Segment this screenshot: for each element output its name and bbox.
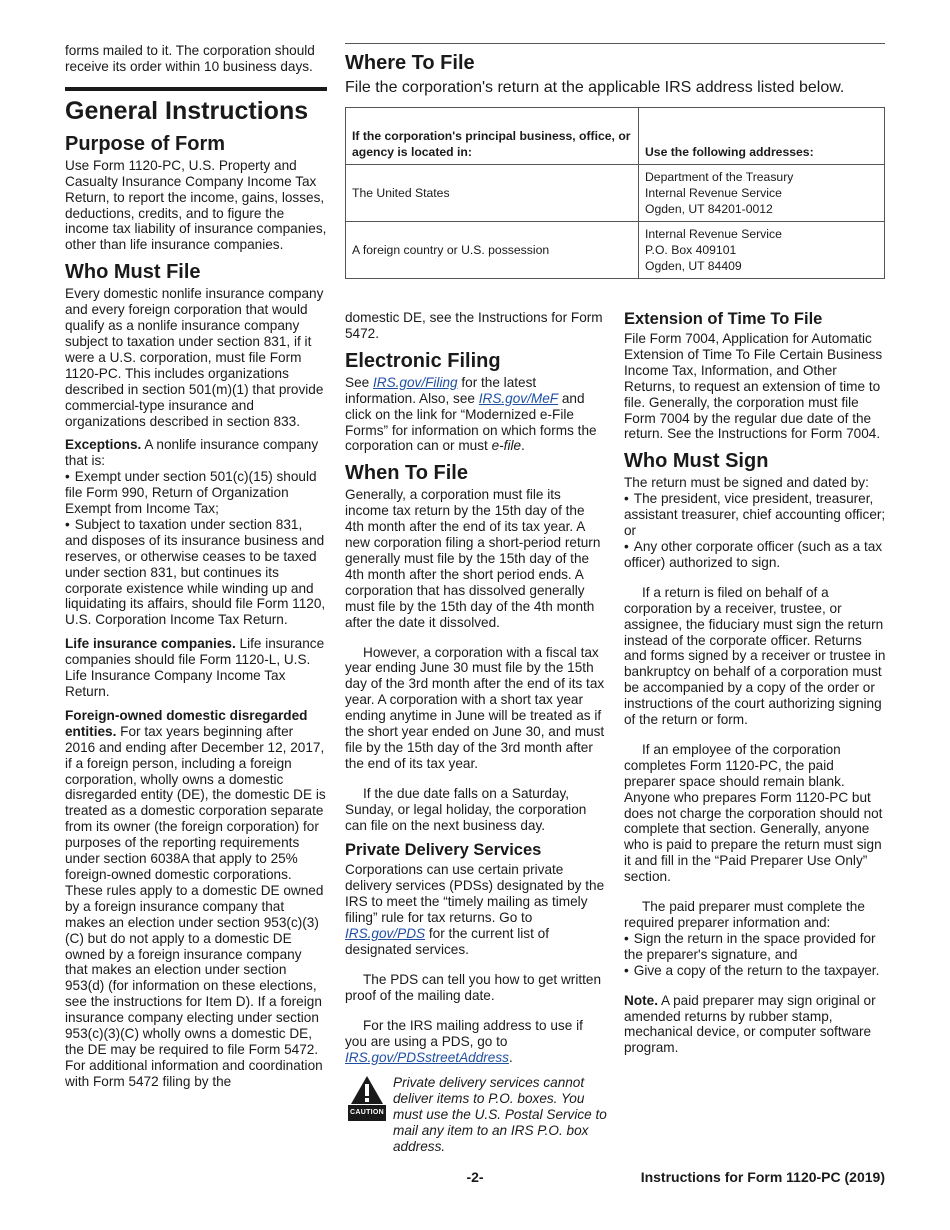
purpose-text: Use Form 1120-PC, U.S. Property and Casualty Insurance Company Income Tax Return, to report the income, gains, losses, deductions, credits, and to figure the income tax liability of insurance companies, other than life insurance companies. [65, 157, 327, 253]
foreign-lead: Foreign-owned domestic disregarded entities. [65, 707, 308, 739]
right-column [624, 310, 886, 1064]
where-to-file-intro: File the corporation's return at the applicable IRS address listed below. [345, 79, 845, 96]
caution-label: CAUTION [348, 1105, 386, 1121]
pds-p3b: . [508, 1049, 513, 1065]
where-to-file-heading: Where To File [345, 52, 475, 74]
address-cell [639, 165, 885, 222]
foreign-text: For tax years beginning after 2016 and ending after December 12, 2017, if a foreign person, including a foreign corporation, wholly owns a domestic disregarded entity (DE), the domestic DE is treated as a domestic corporation separate from its owner (the foreign corporation) for purposes of the reporting requirements under section 6038A that apply to 25% foreign-owned domestic corporations. These rules apply to a domestic DE owned by a foreign insurance company that makes an election under section 953(c)(3)(C) but do not apply to a domestic DE owned by a foreign insurance company that makes an election under section 953(d) (for information on these elections, see the instructions for Item D). If a foreign insurance company electing under section 953(c)(3)(C) wholly owns a domestic DE, the DE may be required to file Form 5472. For additional information and coordination with Form 5472 filing by the [65, 723, 326, 1089]
table-row [346, 222, 885, 279]
pds-p3a: For the IRS mailing address to use if you are using a PDS, go to [345, 1017, 583, 1049]
when-to-file-p2: However, a corporation with a fiscal tax year ending June 30 must file by the 15th day of the 3rd month after the end of its tax year. A corporation with a short tax year ending anytime in June will be treated as if the short year ended on June 30, and must file by the 15th day of the 3rd month after the end of its tax year. [345, 644, 605, 771]
footer-title: Instructions for Form 1120-PC (2019) [640, 1169, 885, 1185]
who-must-file-heading: Who Must File [65, 261, 201, 284]
irs-mef-link[interactable]: IRS.gov/MeF [478, 390, 559, 406]
note-paragraph [624, 993, 886, 1057]
pds-p2: The PDS can tell you how to get written proof of the mailing date. [345, 971, 602, 1003]
purpose-heading: Purpose of Form [65, 132, 226, 155]
location-cell: The United States [346, 165, 639, 222]
middle-column [345, 310, 607, 1155]
caution-icon [345, 1075, 389, 1155]
who-must-sign-intro: The return must be signed and dated by: [624, 475, 869, 491]
exceptions-paragraph [65, 437, 327, 469]
when-to-file-p3: If the due date falls on a Saturday, Sunday, or legal holiday, the corporation can file on the next business day. [345, 785, 587, 833]
sign-bullet-1: • The president, vice president, treasurer, assistant treasurer, chief accounting officer; or [624, 491, 886, 539]
electronic-filing-heading: Electronic Filing [345, 349, 501, 372]
when-to-file-p1: Generally, a corporation must file its income tax return by the 15th day of the 4th month after the end of its tax year. A new corporation filing a short-period return generally must file by the 15th day of the 4th month after the short period ends. A corporation that has dissolved generally must file by the 15th day of the 4th month after the date it dissolved. [345, 487, 601, 630]
electronic-filing-text [345, 375, 607, 455]
pds-p1a: Corporations can use certain private delivery services (PDSs) designated by the IRS to meet the “timely mailing as timely filing” rule for tax returns. Go to [345, 862, 605, 926]
exception-bullet-2: • Subject to taxation under section 831, and disposes of its insurance business and reserves, or otherwise ceases to be taxed under section 831, but continues its corporate existence while winding up and liquidating its affairs, should file Form 1120, U.S. Corporation Income Tax Return. [65, 517, 327, 628]
address-cell [639, 222, 885, 279]
efile-mid: for the latest information. Also, see [345, 374, 537, 406]
address-line: Ogden, UT 84409 [645, 259, 742, 273]
top-rule [345, 43, 885, 44]
pds-heading: Private Delivery Services [345, 841, 542, 860]
table-row [346, 165, 885, 222]
efile-end: . [521, 438, 525, 454]
sign-p2: If a return is filed on behalf of a corporation by a receiver, trustee, or assignee, the fiduciary must sign the return instead of the corporate officer. Returns and forms signed by a receiver or trustee in bankruptcy on behalf of a corporation must be accompanied by a copy of the order or instructions of the court authorizing signing of the return or form. [624, 584, 886, 728]
caution-note [345, 1075, 607, 1155]
when-to-file-heading: When To File [345, 462, 468, 485]
sign-p3: If an employee of the corporation completes Form 1120-PC, the paid preparer space should remain blank. Anyone who prepares Form 1120-PC but does not charge the corporation should not complete that section. Generally, anyone who is paid to prepare the return must sign it and fill in the “Paid Preparer Use Only” section. [624, 741, 883, 885]
extension-heading: Extension of Time To File [624, 310, 823, 328]
address-line: Ogden, UT 84201-0012 [645, 202, 773, 216]
irs-pds-link[interactable]: IRS.gov/PDS [345, 926, 426, 942]
exceptions-lead: Exceptions. [65, 437, 142, 453]
efile-tail: and click on the link for “Modernized e-File Forms” for information on which forms the corporation can or must [345, 390, 597, 454]
address-line: Internal Revenue Service [645, 186, 782, 200]
address-table [345, 107, 885, 279]
caution-text: Private delivery services cannot deliver items to P.O. boxes. You must use the U.S. Postal Service to mail any item to an IRS P.O. box address. [393, 1075, 607, 1155]
foreign-owned-paragraph [65, 708, 327, 1090]
address-line: Internal Revenue Service [645, 227, 782, 241]
preparer-bullet-2: • Give a copy of the return to the taxpayer. [624, 963, 886, 979]
irs-pds-street-link[interactable]: IRS.gov/PDSstreetAddress [345, 1049, 509, 1065]
where-to-file-section [345, 43, 885, 279]
general-instructions-title: General Instructions [65, 87, 327, 125]
life-insurance-paragraph [65, 636, 327, 700]
intro-continuation: forms mailed to it. The corporation should receive its order within 10 business days. [65, 43, 315, 74]
page-number: -2- [466, 1169, 484, 1185]
note-text: A paid preparer may sign original or amended returns by rubber stamp, mechanical device, or computer software program. [624, 992, 876, 1056]
efile-em: e-file [491, 438, 522, 454]
pds-p1b: for the current list of designated services. [345, 926, 549, 957]
table-header-row [346, 108, 885, 165]
pds-p1 [345, 862, 607, 957]
extension-text: File Form 7004, Application for Automatic Extension of Time To File Certain Business Income Tax, Information, and Other Returns, to request an extension of time to file. Generally, the corporation must file Form 7004 by the regular due date of the return. See the Instructions for Form 7004. [624, 331, 883, 442]
note-lead: Note. [624, 992, 658, 1008]
life-text: Life insurance companies should file Form 1120-L, U.S. Life Insurance Company Income Tax Return. [65, 636, 325, 699]
location-cell: A foreign country or U.S. possession [346, 222, 639, 279]
address-header: Use the following addresses: [639, 108, 885, 165]
who-must-sign-heading: Who Must Sign [624, 450, 769, 473]
sign-bullet-2: • Any other corporate officer (such as a tax officer) authorized to sign. [624, 539, 886, 571]
address-line: Department of the Treasury [645, 170, 794, 184]
preparer-bullet-1: • Sign the return in the space provided for the preparer's signature, and [624, 931, 886, 963]
warning-triangle-icon [350, 1075, 384, 1105]
who-must-file-text: Every domestic nonlife insurance company and every foreign corporation that would qualify as a nonlife insurance company subject to taxation under section 831, if it were a U.S. corporation, must file Form 1120-PC. This includes organizations described in section 501(m)(1) that provide commercial-type insurance and organizations described in section 833. [65, 286, 324, 429]
exceptions-text: A nonlife insurance company that is: [65, 437, 319, 469]
sign-p4: The paid preparer must complete the required preparer information and: [624, 899, 865, 930]
life-lead: Life insurance companies. [65, 636, 236, 652]
domestic-de-continuation: domestic DE, see the Instructions for Form 5472. [345, 310, 603, 341]
address-line: P.O. Box 409101 [645, 243, 737, 257]
left-column [65, 43, 327, 1098]
irs-filing-link[interactable]: IRS.gov/Filing [372, 374, 458, 390]
efile-see: See [345, 374, 373, 390]
location-header: If the corporation's principal business, office, or agency is located in: [346, 108, 639, 165]
pds-p3 [345, 1018, 607, 1066]
exception-bullet-1: • Exempt under section 501(c)(15) should file Form 990, Return of Organization Exempt from Income Tax; [65, 469, 327, 517]
